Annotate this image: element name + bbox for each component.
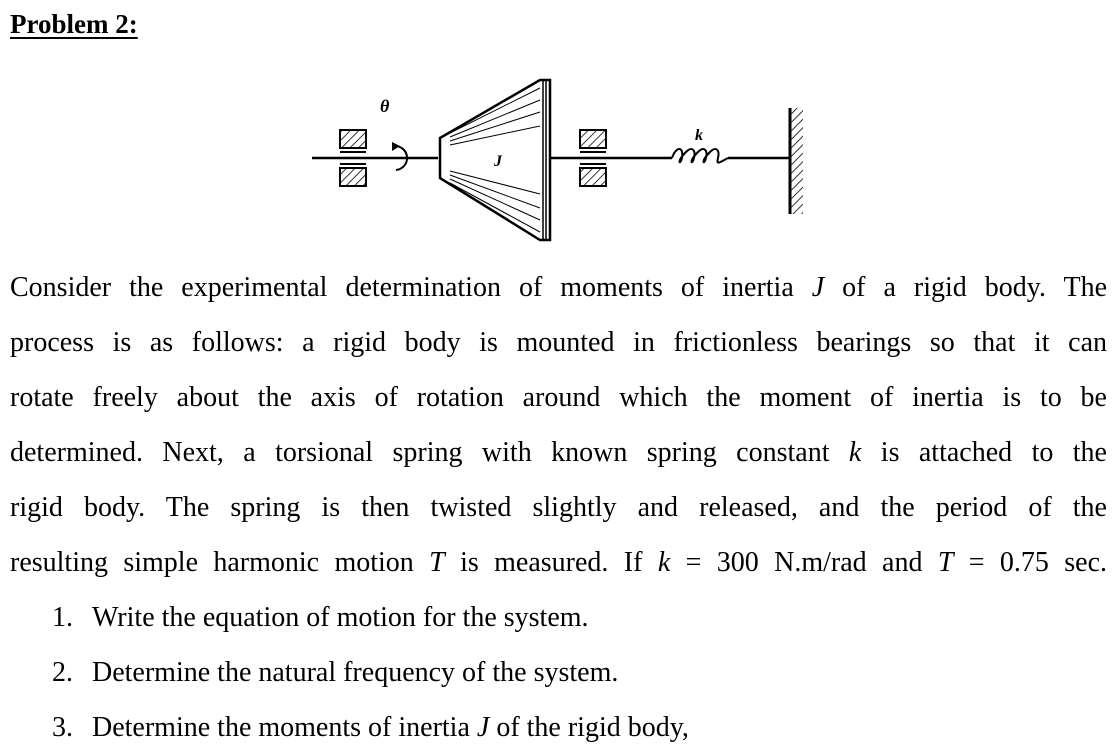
problem-title: Problem 2: <box>10 9 138 39</box>
statement-line: rotate freely about the axis of rotation around which the moment of inertia is to be <box>10 382 1107 413</box>
statement-line: process is as follows: a rigid body is mounted in frictionless bearings so that it can <box>10 327 1107 358</box>
statement-line: determined. Next, a torsional spring with known spring constant k is attached to the <box>10 437 1107 468</box>
fixed-wall <box>790 108 803 214</box>
torsional-spring-icon <box>672 149 728 163</box>
statement-line: rigid body. The spring is then twisted slightly and released, and the period of the <box>10 492 1107 523</box>
torsional-system-figure <box>300 70 820 250</box>
theta-label: θ <box>380 96 390 116</box>
spring-label: k <box>695 127 703 144</box>
question-item: 2. Determine the natural frequency of the system. <box>52 657 619 688</box>
statement-line: Consider the experimental determination of moments of inertia J of a rigid body. The <box>10 272 1107 303</box>
inertia-label: J <box>494 153 502 170</box>
question-list <box>52 590 689 755</box>
problem-statement <box>10 260 1107 590</box>
question-item: 3. Determine the moments of inertia J of the rigid body, <box>52 712 689 743</box>
statement-line: resulting simple harmonic motion T is measured. If k = 300 N.m/rad and T = 0.75 sec. <box>10 547 1108 578</box>
rotation-arrow-icon <box>392 142 407 170</box>
question-item: 1. Write the equation of motion for the system. <box>52 602 589 633</box>
